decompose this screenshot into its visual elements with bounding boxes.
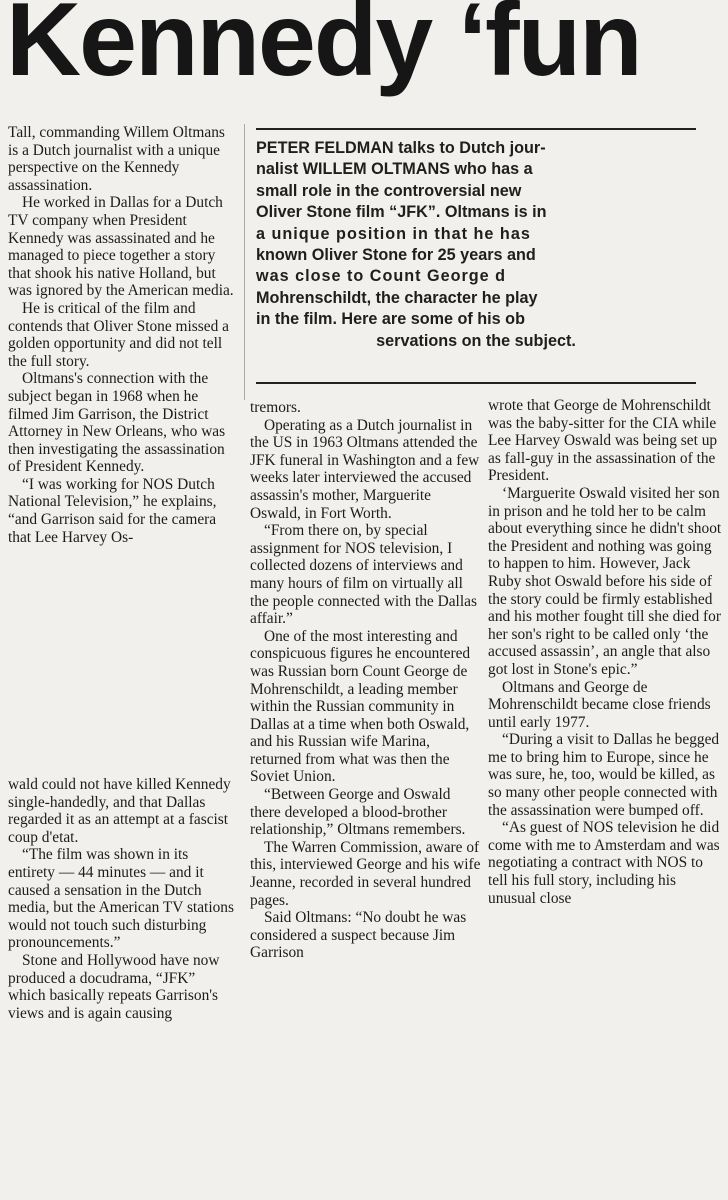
paragraph: ‘Marguerite Oswald visited her son in prison and he told her to be calm about everything since he didn't shoot the President and nothing was going to happen to him. However, Jack Ruby shot Oswald before his side of the story could be firmly established and his mother fought till she died for her son's right to be called only ‘the accused assassin’, an angle that also got lost in Stone's epic.” xyxy=(488,484,722,678)
paragraph: Operating as a Dutch journalist in the US in 1963 Oltmans attended the JFK funeral in Washington and a few weeks later interviewed the accused assassin's mother, Marguerite Oswald, in Fort Worth. xyxy=(250,416,480,522)
article-column-2 xyxy=(250,399,482,962)
article-column-1 xyxy=(8,124,234,546)
paragraph: Oltmans and George de Mohrenschildt became close friends until early 1977. xyxy=(488,678,711,731)
article-column-1-continued xyxy=(8,776,234,1022)
headline: Kennedy ‘fun xyxy=(6,0,641,98)
paragraph: wrote that George de Mohrenschildt was the baby-sitter for the CIA while Lee Harvey Oswald was being set up as fall-guy in the assassination of the President. xyxy=(488,397,718,485)
standfirst-line: servations on the subject. xyxy=(376,331,576,350)
paragraph: Said Oltmans: “No doubt he was considered a suspect because Jim Garrison xyxy=(250,909,467,962)
paragraph: Oltmans's connection with the subject began in 1968 when he filmed Jim Garrison, the District Attorney in New Orleans, who was then investigating the assassination of President Kennedy. xyxy=(8,370,226,476)
standfirst-line: known Oliver Stone for 25 years and xyxy=(256,246,536,265)
paragraph: “From there on, by special assignment for NOS television, I collected dozens of interviews and many hours of film on virtually all the people connected with the Dallas affair.” xyxy=(250,522,477,628)
paragraph: “The film was shown in its entirety — 44 minutes — and it caused a sensation in the Dutch media, but the American TV stations would not touch such disturbing pronouncements.” xyxy=(8,846,234,952)
paragraph: Stone and Hollywood have now produced a docudrama, “JFK” which basically repeats Garrison's views and is again causing xyxy=(8,951,220,1022)
standfirst-line: Oliver Stone film “JFK”. Oltmans is in xyxy=(256,203,547,222)
standfirst-line: small role in the controversial new xyxy=(256,181,522,200)
standfirst-line: nalist WILLEM OLTMANS who has a xyxy=(256,160,533,179)
paragraph: Tall, commanding Willem Oltmans is a Dutch journalist with a unique perspective on the Kennedy assassination. xyxy=(8,124,225,194)
paragraph: wald could not have killed Kennedy single-handedly, and that Dallas regarded it as an attempt at a fascist coup d'etat. xyxy=(8,776,231,846)
column-rule xyxy=(244,124,245,400)
paragraph: One of the most interesting and conspicuous figures he encountered was Russian born Count George de Mohrenschildt, a leading member within the Russian community in Dallas at a time when both Oswald, and his Russian wife Marina, returned from what was then the Soviet Union. xyxy=(250,627,471,786)
standfirst-line: PETER FELDMAN talks to Dutch jour- xyxy=(256,139,546,157)
paragraph: “During a visit to Dallas he begged me to bring him to Europe, since he was sure, he, too, would be killed, as so many other people connected with the assassination were bumped off. xyxy=(488,731,720,819)
article-column-3 xyxy=(488,397,726,907)
paragraph: He is critical of the film and contends that Oliver Stone missed a golden opportunity and did not tell the full story. xyxy=(8,299,229,370)
paragraph: “As guest of NOS television he did come with me to Amsterdam and was negotiating a contract with NOS to tell his full story, including his unusual close xyxy=(488,819,720,907)
standfirst-line: Mohrenschildt, the character he play xyxy=(256,288,538,307)
paragraph: The Warren Commission, aware of this, interviewed George and his wife Jeanne, recorded in several hundred pages. xyxy=(250,838,481,909)
paragraph: “Between George and Oswald there developed a blood-brother relationship,” Oltmans remembers. xyxy=(250,786,466,839)
paragraph: “I was working for NOS Dutch National Television,” he explains, “and Garrison said for the camera that Lee Harvey Os- xyxy=(8,475,217,546)
standfirst-line: was close to Count George d xyxy=(256,267,507,286)
standfirst-line: in the film. Here are some of his ob xyxy=(256,310,525,329)
standfirst-line: a unique position in that he has xyxy=(256,224,531,243)
standfirst-box xyxy=(256,128,696,384)
paragraph: He worked in Dallas for a Dutch TV company when President Kennedy was assassinated and he managed to piece together a story that shook his native Holland, but was ignored by the American media. xyxy=(8,194,234,300)
paragraph: tremors. xyxy=(250,399,301,416)
